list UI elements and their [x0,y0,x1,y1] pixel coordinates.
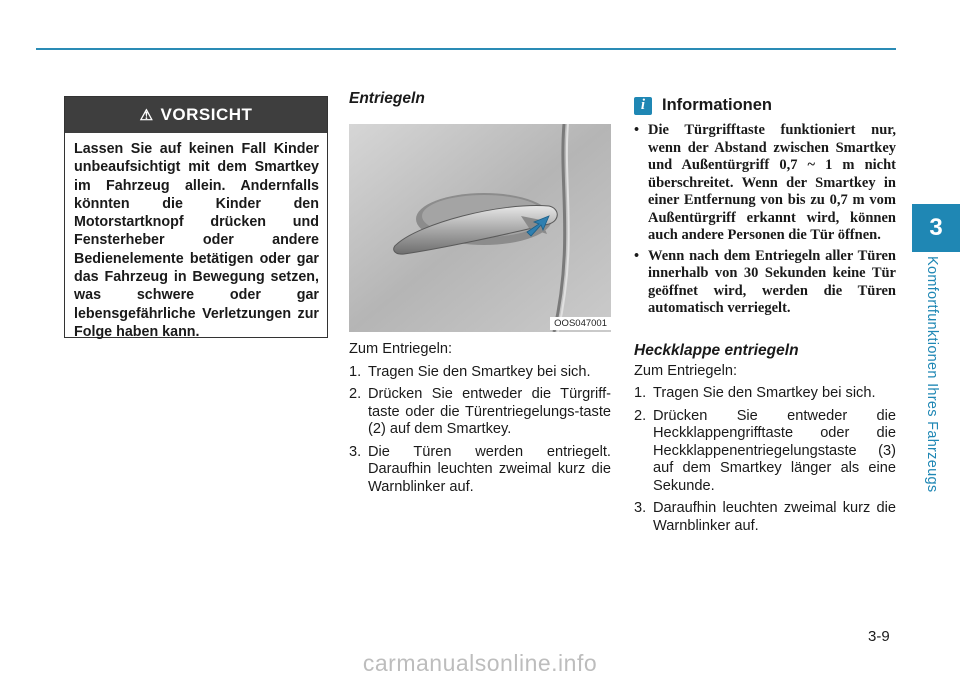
image-code-caption: OOS047001 [550,317,611,330]
info-bullets [634,122,896,318]
watermark[interactable]: carmanualsonline.info [362,650,598,676]
list-item: 1. Tragen Sie den Smartkey bei sich. [634,385,876,401]
warning-label: VORSICHT [160,105,253,124]
tailgate-title: Heckklappe entriegeln [634,341,799,359]
info-heading [634,96,896,115]
unlock-title: Entriegeln [349,90,425,107]
info-icon: i [634,97,652,115]
warning-triangle-icon: ⚠ [139,107,154,124]
warning-header [65,97,327,133]
list-item: 2. Drücken Sie entweder die Türgriff-taste oder die Türentriegelungs-taste (2) auf dem Smartkey. [349,386,611,437]
unlock-section [349,90,611,501]
door-handle-illustration [349,124,611,332]
warning-text: Lassen Sie auf keinen Fall Kinder unbeaufsichtigt mit dem Smartkey im Fahrzeug allein. Andernfalls könnten die Kinder den Motorstartknopf drücken und Fensterheber oder andere Bedienelemente betätigen oder gar das Fahrzeug in Bewegung setzen, was schwere oder gar lebensgefährliche Verletzungen zur Folge haben kann. [74,141,319,340]
list-item: • Wenn nach dem Entriegeln aller Türen innerhalb von 30 Sekunden keine Tür geöffnet wird, werden die Türen automatisch verriegelt. [634,247,896,316]
list-item: 1. Tragen Sie den Smartkey bei sich. [349,363,591,380]
right-column [634,96,896,540]
list-item: 3. Daraufhin leuchten zweimal kurz die Warnblinker auf. [634,500,896,534]
list-item: • Die Türgrifftaste funktioniert nur, wenn der Abstand zwischen Smartkey und Außentürgriff 0,7 ~ 1 m nicht überschreitet. Wenn der Smartkey in einer Entfernung von bis zu 0,7 m vom Außentürgriff erkannt wird, können auch andere Personen die Tür öffnen. [634,122,896,243]
unlock-steps [349,364,611,497]
page-number: 3-9 [868,628,890,645]
unlock-intro: Zum Entriegeln: [349,341,453,357]
tailgate-steps [634,385,896,535]
warning-box [64,96,328,338]
list-item: 2. Drücken Sie entweder die Heckklappengrifftaste oder die Heckklappenentriegelungstaste (3) auf dem Smartkey länger als eine Sekunde. [634,407,896,494]
tailgate-intro: Zum Entriegeln: [634,362,738,379]
list-item: 3. Die Türen werden entriegelt. Daraufhin leuchten zweimal kurz die Warnblinker auf. [349,443,611,495]
chapter-title: Komfortfunktionen Ihres Fahrzeugs [924,256,940,493]
chapter-number-tab[interactable]: 3 [912,204,960,252]
top-rule [36,48,896,50]
info-title: Informationen [662,96,772,114]
door-handle-photo [349,124,611,332]
